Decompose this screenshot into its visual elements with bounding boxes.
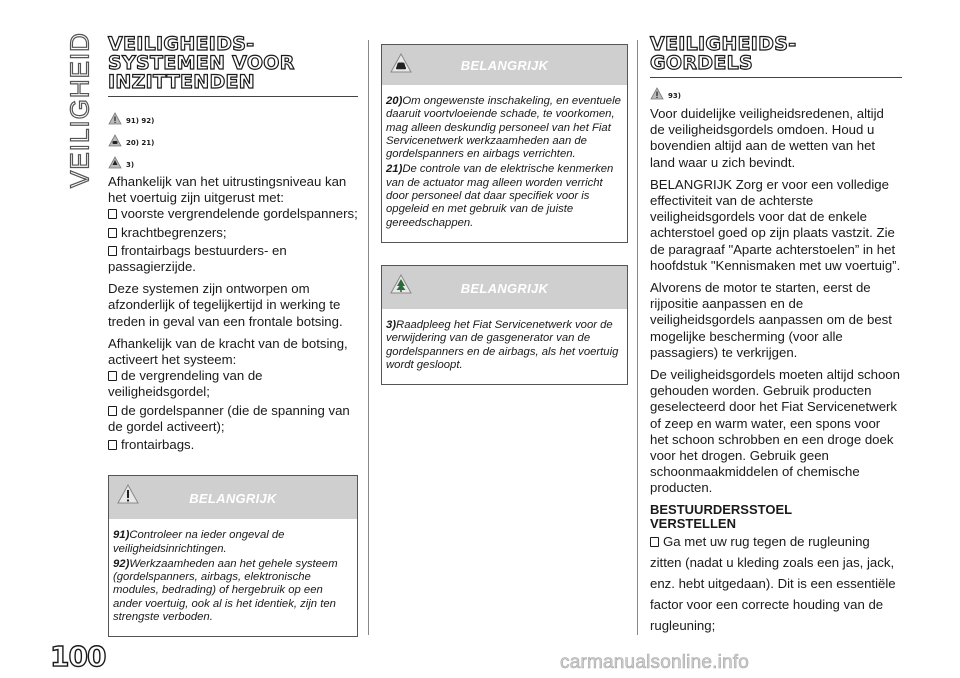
body-paragraph: De veiligheidsgordels moeten altijd schoon gehouden worden. Gebruik producten geselecteerd door het Fiat Servicenetwerk of zeep en warm water, een spons voor het schoon schrobben en een droge doek voor het drogen. Gebruik geen schoonmaakmiddelen of chemische producten. [650, 367, 900, 496]
list-item: de gordelspanner (die de spanning van de gordel activeert); [108, 402, 350, 434]
checkbox-bullet-icon [108, 209, 117, 219]
important-box-header [109, 476, 357, 519]
page-number: 100 [50, 640, 106, 673]
important-box-body [109, 519, 357, 636]
column-3 [650, 35, 902, 638]
list-item: frontairbags bestuurders- en passagierzijde. [108, 242, 287, 275]
checkbox-bullet-icon [650, 537, 659, 547]
list-item: voorste vergrendelende gordelspanners; [108, 206, 358, 222]
column-divider-2 [637, 40, 638, 635]
note-item: 3)Raadpleeg het Fiat Servicenetwerk voor de verwijdering van de gasgenerator van de gordelspanners en de airbags, als het voertuig wordt gesloopt. [386, 318, 619, 371]
important-box-header [382, 45, 627, 85]
note-item: 91)Controleer na ieder ongeval de veiligheidsinrichtingen. [113, 529, 285, 555]
list-item: Ga met uw rug tegen de rugleuning zitten (nadat u kleding zoals een jas, jack, enz. hebt uitgedaan). Dit is een essentiële factor voor een correcte houding van de rugleuning; [650, 533, 896, 633]
column-divider-1 [368, 40, 369, 635]
warning-triangle-icon [108, 112, 122, 125]
important-box-heading: BELANGRIJK [460, 58, 549, 73]
note-item: 92)Werkzaamheden aan het gehele systeem (gordelspanners, airbags, elektronische modules, bedrading) of hergebruik op een ander voertuig, ook al is het identiek, zijn ten strengste verboden. [113, 557, 338, 624]
important-box-heading: BELANGRIJK [189, 491, 277, 507]
car-warning-reference: 20) 21) [108, 125, 358, 147]
body-paragraph: BELANGRIJK Zorg er voor een volledige effectiviteit van de achterste veiligheidsgordels voor dat de enkele achterstoel goed op zijn plaats vastzit. Zie de paragraaf "Aparte achterstoelen” in het hoofdstuk "Kennismaken met uw voertuig”. [650, 176, 901, 273]
title-rule [650, 77, 902, 78]
column-1 [108, 35, 358, 637]
section-title-seat-belts: VEILIGHEIDS- GORDELS [650, 33, 797, 74]
side-title-text: VEILIGHEID [64, 32, 95, 188]
list-item: de vergrendeling van de veiligheidsgordel; [108, 368, 263, 400]
note-item: 21)De controle van de elektrische kenmerken van de actuator mag alleen worden verricht door personeel dat daar specifiek voor is opgeleid en met gebruik van de juiste gereedschappen. [386, 163, 614, 229]
checkbox-bullet-icon [108, 440, 117, 450]
warning-triangle-icon [650, 87, 664, 100]
warning-reference: 93) [650, 84, 902, 100]
note-item: 20)Om ongewenste inschakeling, en eventuele daaruit voortvloeiende schade, te voorkomen, mag alleen deskundig personeel van het Fiat Servicenetwerk werkzaamheden aan de gordelspanners en airbags verrichten. [386, 95, 621, 161]
section-side-title [62, 32, 98, 188]
warning-reference: 91) 92) [108, 103, 358, 125]
checkbox-bullet-icon [108, 228, 117, 238]
list-item: krachtbegrenzers; [108, 225, 358, 241]
body-paragraph: Voor duidelijke veiligheidsredenen, altijd de veiligheidsgordels omdoen. Houd u bovendien altijd aan de wetten van het land waar u zich bevindt. [650, 106, 884, 170]
watermark: carmanualsonline.info [560, 652, 750, 673]
body-paragraph: Deze systemen zijn ontworpen om afzonderlijk of tegelijkertijd in werking te treden in geval van een frontale botsing. [108, 281, 343, 329]
subheading-driver-seat: BESTUURDERSSTOEL VERSTELLEN [650, 501, 793, 531]
important-box [381, 265, 628, 385]
important-box [381, 44, 628, 243]
body-paragraph: Alvorens de motor te starten, eerst de rijpositie aanpassen en de veiligheidsgordels aanpassen om de best mogelijke bescherming (voor alle passagiers) te verkrijgen. [650, 280, 892, 360]
checkbox-bullet-icon [108, 246, 117, 256]
list-item: frontairbags. [108, 437, 358, 453]
important-box-heading: BELANGRIJK [460, 280, 549, 296]
column-2 [381, 44, 628, 385]
important-box-body [382, 85, 627, 242]
title-rule [108, 96, 358, 97]
body-paragraph: Afhankelijk van de kracht van de botsing, activeert het systeem: [108, 335, 348, 368]
important-box [108, 475, 358, 637]
important-box-body [382, 309, 627, 384]
checkbox-bullet-icon [108, 371, 117, 381]
car-warning-icon [108, 134, 122, 147]
important-box-header [382, 266, 627, 309]
checkbox-bullet-icon [108, 406, 117, 416]
environment-reference: 3) [108, 147, 358, 169]
intro-text: Afhankelijk van het uitrustingsniveau kan het voertuig zijn uitgerust met: [108, 174, 347, 206]
section-title-occupant-safety: VEILIGHEIDS- SYSTEMEN VOOR INZITTENDEN [108, 33, 295, 93]
environment-tree-icon [108, 156, 122, 169]
